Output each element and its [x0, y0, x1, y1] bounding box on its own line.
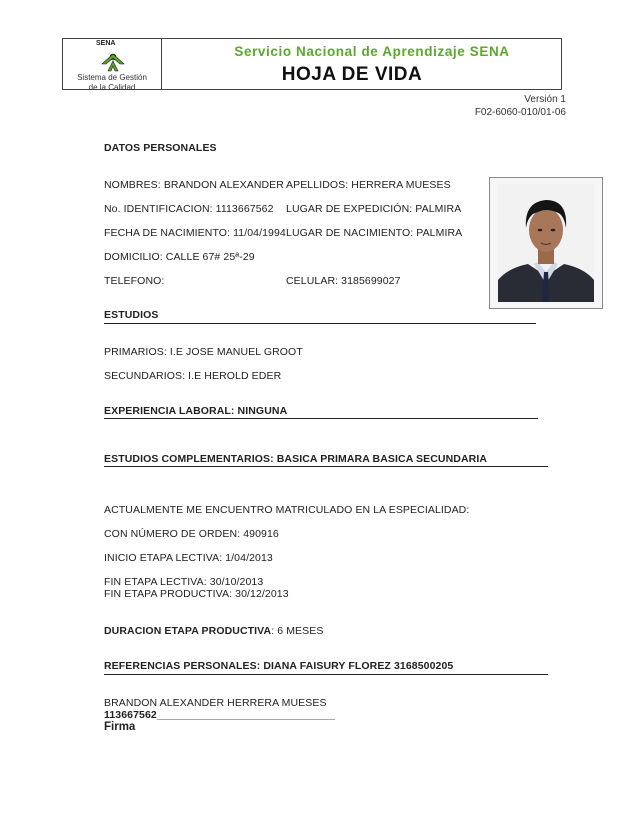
document-title: HOJA DE VIDA — [281, 64, 423, 85]
sena-logo-text: SENA — [96, 40, 116, 47]
references-heading: REFERENCIAS PERSONALES: DIANA FAISURY FLOREZ 3168500205 — [104, 660, 454, 672]
complementary-rule — [104, 466, 548, 467]
names-field: NOMBRES: BRANDON ALEXANDER — [104, 179, 284, 191]
productive-end: FIN ETAPA PRODUCTIVA: 30/12/2013 — [104, 588, 289, 600]
signature-label: Firma — [104, 721, 136, 733]
profile-photo-frame — [489, 177, 603, 309]
id-number-field: No. IDENTIFICACION: 1113667562 — [104, 203, 274, 215]
document-version: Versión 1 — [524, 94, 566, 105]
profile-photo — [498, 184, 594, 302]
birth-date-field: FECHA DE NACIMIENTO: 11/04/1994 — [104, 227, 286, 239]
primary-studies: PRIMARIOS: I.E JOSE MANUEL GROOT — [104, 346, 303, 358]
secondary-studies: SECUNDARIOS: I.E HEROLD EDER — [104, 370, 282, 382]
address-field: DOMICILIO: CALLE 67# 25ª-29 — [104, 251, 255, 263]
enrollment-statement: ACTUALMENTE ME ENCUENTRO MATRICULADO EN LA ESPECIALIDAD: — [104, 504, 470, 516]
references-rule — [104, 674, 548, 675]
complementary-studies-heading: ESTUDIOS COMPLEMENTARIOS: BASICA PRIMARA BASICA SECUNDARIA — [104, 453, 488, 465]
studies-rule — [104, 323, 536, 324]
lective-start: INICIO ETAPA LECTIVA: 1/04/2013 — [104, 552, 273, 564]
order-number: CON NÚMERO DE ORDEN: 490916 — [104, 528, 279, 540]
productive-duration-label: DURACION ETAPA PRODUCTIVA — [104, 625, 272, 637]
expedition-place-field: LUGAR DE EXPEDICIÓN: PALMIRA — [286, 203, 462, 215]
phone-field: TELEFONO: — [104, 275, 165, 287]
experience-rule — [104, 418, 538, 419]
document-code: F02-6060-010/01-06 — [474, 107, 566, 118]
quality-system-line2: de la Calidad — [88, 83, 136, 92]
productive-duration-value: : 6 MESES — [271, 625, 324, 637]
lective-end: FIN ETAPA LECTIVA: 30/10/2013 — [104, 576, 264, 588]
signature-id-line: 113667562______________________________ — [104, 709, 336, 721]
surnames-field: APELLIDOS: HERRERA MUESES — [286, 179, 451, 191]
institution-name: Servicio Nacional de Aprendizaje SENA — [234, 44, 510, 59]
productive-duration — [104, 625, 323, 637]
studies-heading: ESTUDIOS — [104, 309, 159, 321]
personal-data-heading: DATOS PERSONALES — [104, 142, 217, 154]
birth-place-field: LUGAR DE NACIMIENTO: PALMIRA — [286, 227, 463, 239]
quality-system-line1: Sistema de Gestión — [77, 73, 147, 82]
signature-name: BRANDON ALEXANDER HERRERA MUESES — [104, 697, 327, 709]
work-experience-heading: EXPERIENCIA LABORAL: NINGUNA — [104, 405, 288, 417]
mobile-field: CELULAR: 3185699027 — [286, 275, 401, 287]
